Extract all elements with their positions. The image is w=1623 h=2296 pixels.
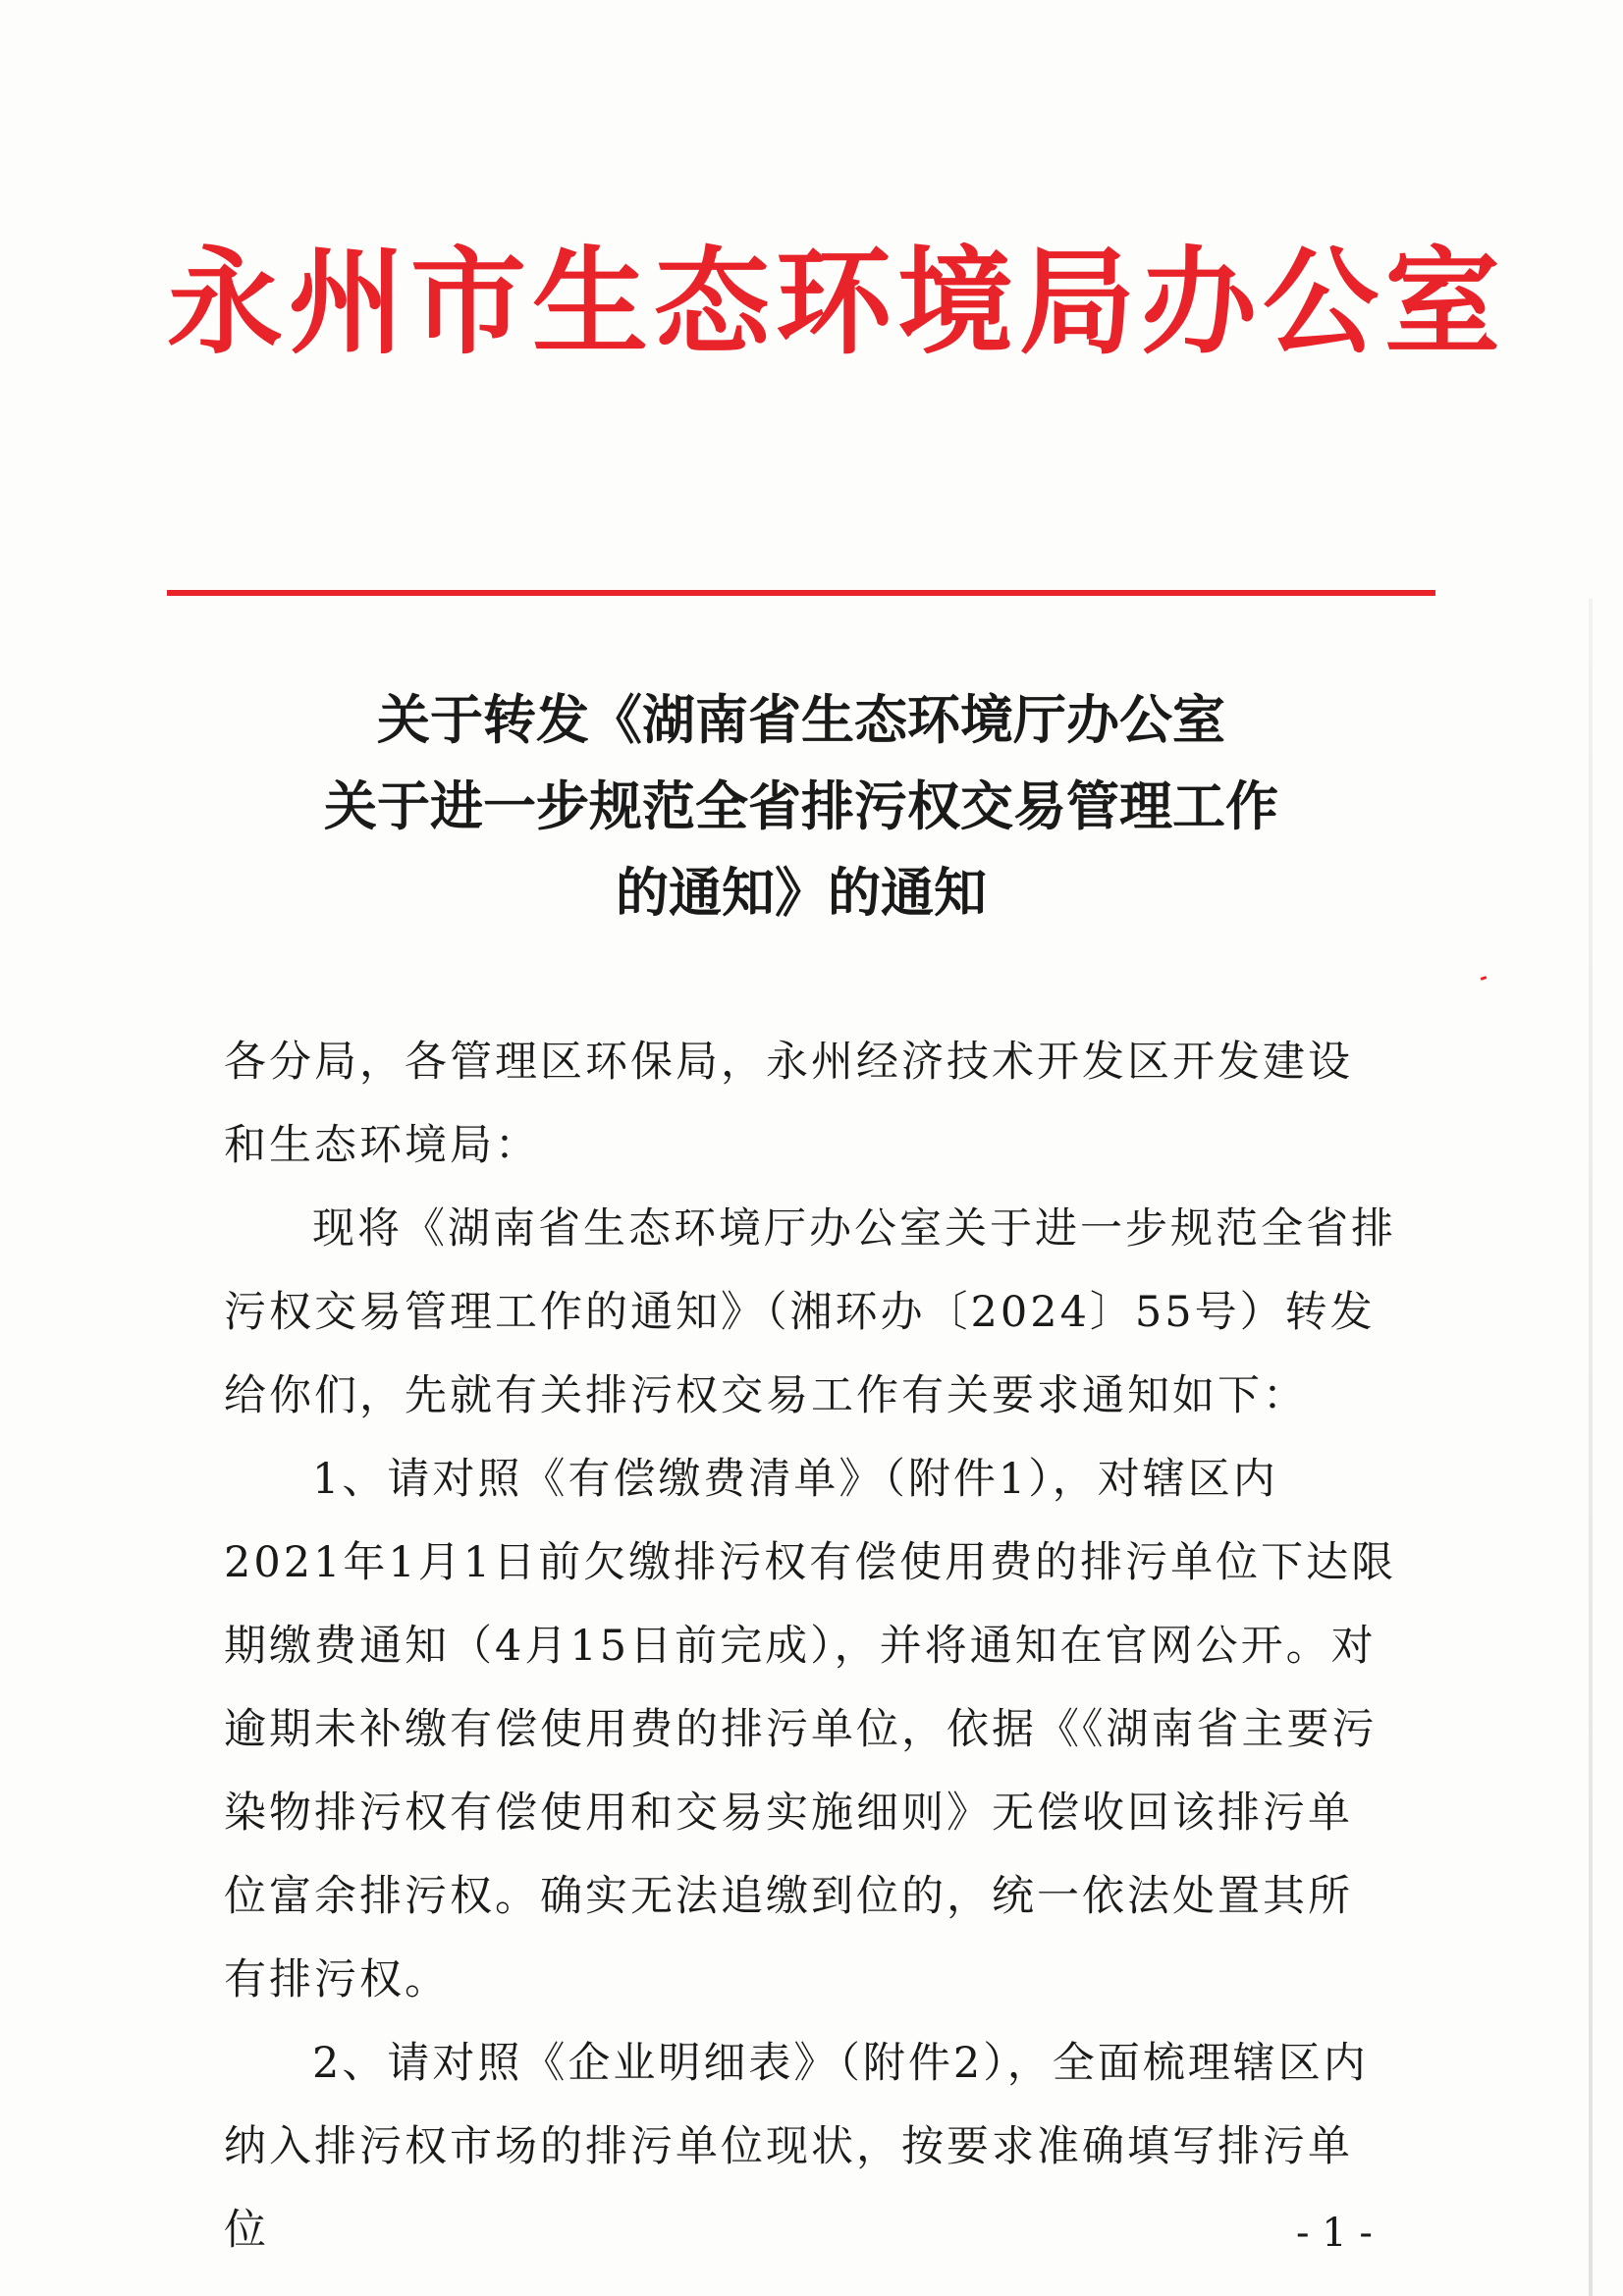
red-separator-line bbox=[167, 590, 1435, 596]
document-title bbox=[167, 677, 1435, 936]
recipients-line: 各分局，各管理区环保局，永州经济技术开发区开发建设和生态环境局： bbox=[224, 1038, 1353, 1170]
body-paragraph-intro: 现将《湖南省生态环境厅办公室关于进一步规范全省排污权交易管理工作的通知》（湘环办〔2024〕55号）转发给你们，先就有关排污权交易工作有关要求通知如下： bbox=[224, 1204, 1396, 1420]
document-title-line-1: 关于转发《湖南省生态环境厅办公室 bbox=[377, 689, 1225, 751]
issuing-office-header: 永州市生态环境局办公室 bbox=[167, 235, 1507, 370]
document-title-line-2: 关于进一步规范全省排污权交易管理工作 bbox=[324, 775, 1278, 837]
page-number: - 1 - bbox=[1296, 2211, 1373, 2256]
document-body bbox=[224, 1021, 1397, 2272]
body-paragraph-item-1: 1、请对照《有偿缴费清单》（附件1），对辖区内2021年1月1日前欠缴排污权有偿使用费的排污单位下达限期缴费通知（4月15日前完成），并将通知在官网公开。对逾期未补缴有偿使用费的排污单位，依据《《湖南省主要污染物排污权有偿使用和交易实施细则》无偿收回该排污单位富余排污权。确实无法追缴到位的，统一依法处置其所有排污权。 bbox=[224, 1455, 1397, 2004]
scan-edge-shadow bbox=[1589, 599, 1593, 2296]
document-title-line-3: 的通知》的通知 bbox=[616, 862, 987, 924]
body-paragraph-item-2: 2、请对照《企业明细表》（附件2），全面梳理辖区内纳入排污权市场的排污单位现状，按要求准确填写排污单位 bbox=[224, 2039, 1369, 2255]
scan-speck bbox=[1481, 976, 1488, 981]
